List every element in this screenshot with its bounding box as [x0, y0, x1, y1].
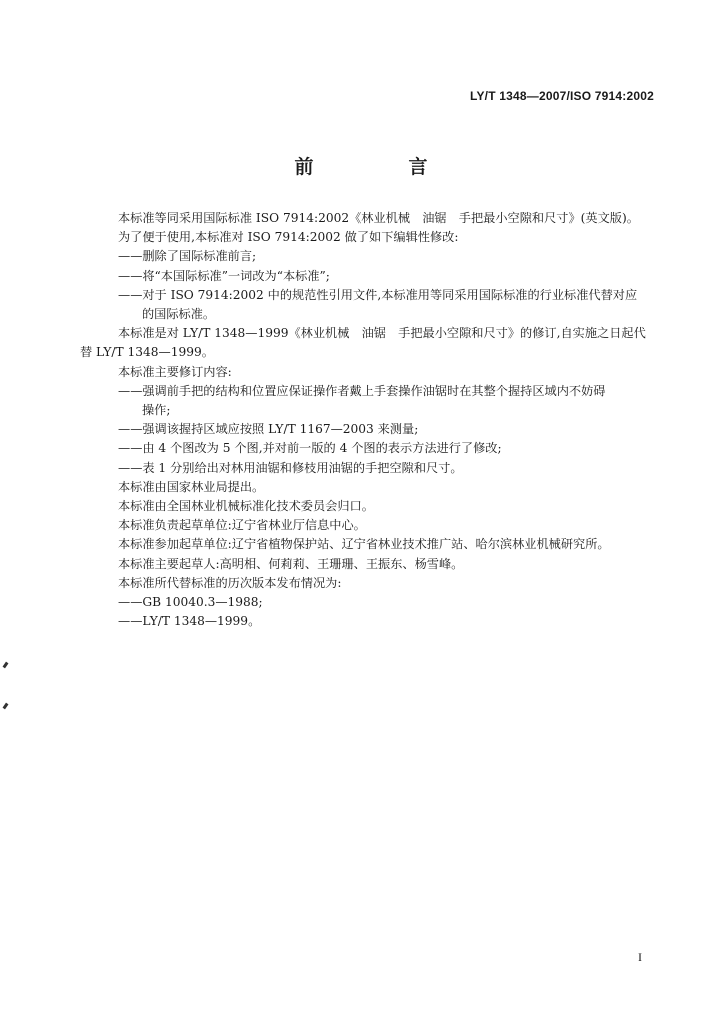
list-item: ——强调该握持区域应按照 LY/T 1167—2003 来测量; — [118, 422, 419, 437]
preface-body — [80, 209, 656, 631]
paragraph-line: 本标准由全国林业机械标准化技术委员会归口。 — [118, 499, 374, 514]
page-title: 前 言 — [294, 156, 466, 178]
paragraph-line: 本标准参加起草单位:辽宁省植物保护站、辽宁省林业技术推广站、哈尔滨林业机械研究所。 — [118, 537, 610, 552]
list-item: ——删除了国际标准前言; — [118, 249, 257, 264]
list-item: ——强调前手把的结构和位置应保证操作者戴上手套操作油锯时在其整个握持区域内不妨碍 — [118, 383, 606, 398]
list-item: ——表 1 分别给出对林用油锯和修枝用油锯的手把空隙和尺寸。 — [118, 460, 463, 475]
list-item-continuation: 操作; — [142, 403, 171, 418]
paragraph-line: 本标准是对 LY/T 1348—1999《林业机械 油锯 手把最小空隙和尺寸》的修订,自实施之日起代 — [118, 326, 646, 341]
paragraph-line: 本标准主要起草人:高明相、何莉莉、王珊珊、王振东、杨雪峰。 — [118, 556, 464, 571]
standard-code-header: LY/T 1348—2007/ISO 7914:2002 — [470, 89, 654, 103]
page-number: I — [638, 950, 642, 964]
list-item: ——将“本国际标准”一词改为“本标准”; — [118, 268, 330, 283]
scan-mark — [3, 703, 9, 710]
list-item: ——由 4 个图改为 5 个图,并对前一版的 4 个图的表示方法进行了修改; — [118, 441, 502, 456]
list-item: ——LY/T 1348—1999。 — [118, 614, 261, 629]
paragraph-line: 为了便于使用,本标准对 ISO 7914:2002 做了如下编辑性修改: — [118, 230, 459, 245]
list-item: ——GB 10040.3—1988; — [118, 595, 263, 610]
paragraph-line: 本标准等同采用国际标准 ISO 7914:2002《林业机械 油锯 手把最小空隙和尺寸》(英文版)。 — [118, 211, 639, 225]
paragraph-line: 本标准由国家林业局提出。 — [118, 479, 265, 494]
paragraph-line: 本标准所代替标准的历次版本发布情况为: — [118, 575, 342, 590]
paragraph-line: 本标准负责起草单位:辽宁省林业厅信息中心。 — [118, 518, 366, 533]
scan-mark — [3, 662, 9, 669]
paragraph-line-continuation: 替 LY/T 1348—1999。 — [80, 345, 214, 360]
list-item-continuation: 的国际标准。 — [142, 307, 216, 322]
list-item: ——对于 ISO 7914:2002 中的规范性引用文件,本标准用等同采用国际标准的行业标准代替对应 — [118, 287, 638, 302]
paragraph-line: 本标准主要修订内容: — [118, 364, 232, 379]
